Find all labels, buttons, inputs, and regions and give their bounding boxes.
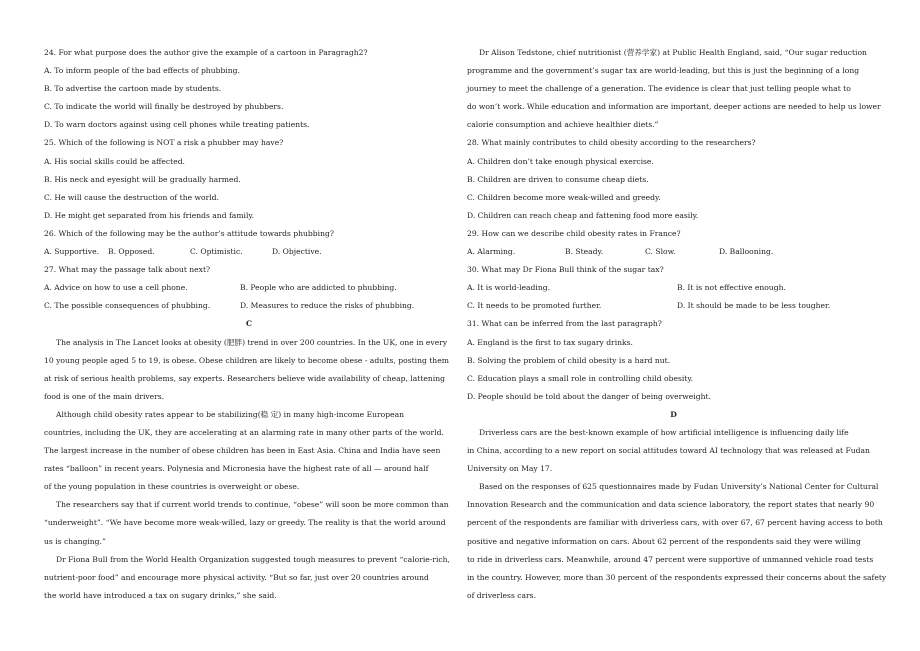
- passage-intro-line: Dr Alison Tedstone, chief nutritionist (营养学家) at Public Health England, said, “Our sugar reduction: [479, 48, 867, 57]
- passage-c-line: at risk of serious health problems, say experts. Researchers believe wide availability of cheap, lattening: [44, 373, 445, 383]
- passage-d-line: positive and negative information on cars. About 62 percent of the respondents said they were willing: [467, 536, 861, 546]
- question-26-option-d: D. Objective.: [272, 247, 322, 257]
- passage-c-line: us is changing.”: [44, 536, 106, 546]
- passage-c-line: The researchers say that if current world trends to continue, “obese” will soon be more common than: [56, 500, 449, 510]
- passage-c-line: Dr Fiona Bull from the World Health Organization suggested tough measures to prevent “calorie-rich,: [56, 554, 450, 564]
- question-28-option-b: B. Children are driven to consume cheap diets.: [467, 174, 649, 184]
- question-30-options-row-2: [467, 297, 880, 315]
- question-25-option-b: B. His neck and eyesight will be gradually harmed.: [44, 174, 241, 184]
- passage-d-line: in the country. However, more than 30 percent of the respondents expressed their concerns about the safety: [467, 572, 887, 582]
- question-31-stem: 31. What can be inferred from the last paragraph?: [467, 319, 662, 329]
- question-31-option-d: D. People should be told about the danger of being overweight.: [467, 391, 711, 401]
- passage-d-line: Based on the responses of 625 questionnaires made by Fudan University’s National Center for Cultural: [479, 482, 879, 492]
- question-31-option-a: A. England is the first to tax sugary drinks.: [467, 337, 633, 347]
- question-28-stem: 28. What mainly contributes to child obesity according to the researchers?: [467, 138, 756, 148]
- question-29-stem: 29. How can we describe child obesity rates in France?: [467, 228, 681, 238]
- question-29-option-b: B. Steady.: [565, 247, 604, 257]
- question-26-option-c: C. Optimistic.: [190, 247, 243, 257]
- passage-d-line: in China, according to a new report on social attitudes toward AI technology that was released at Fudan: [467, 446, 870, 456]
- question-29-option-a: A. Alarming.: [467, 247, 516, 257]
- section-d-heading: D: [670, 409, 677, 419]
- question-29-option-d: D. Ballooning.: [719, 247, 774, 257]
- question-25-option-c: C. He will cause the destruction of the world.: [44, 192, 219, 202]
- passage-c-line: 10 young people aged 5 to 19, is obese. Obese children are likely to become obese - adults, posting them: [44, 355, 449, 365]
- question-26-options: [44, 243, 454, 261]
- passage-c-line: The largest increase in the number of obese children has been in East Asia. China and India have seen: [44, 446, 441, 456]
- question-30-stem: 30. What may Dr Fiona Bull think of the sugar tax?: [467, 265, 664, 275]
- question-26-option-a: A. Supportive.: [44, 247, 100, 257]
- question-24-stem: 24. For what purpose does the author give the example of a cartoon in Paragragh2?: [44, 48, 368, 57]
- question-28-option-a: A. Children don’t take enough physical exercise.: [467, 156, 654, 166]
- passage-intro-line: journey to meet the challenge of a generation. The evidence is clear that just telling people what to: [467, 84, 851, 94]
- passage-c-line: nutrient-poor food” and encourage more physical activity. “But so far, just over 20 countries around: [44, 572, 429, 582]
- passage-intro-line: programme and the government’s sugar tax are world-leading, but this is just the beginning of a long: [467, 66, 860, 76]
- passage-intro-line: calorie consumption and achieve healthier diets.”: [467, 120, 659, 130]
- passage-d-line: University on May 17.: [467, 464, 553, 474]
- question-30-option-d: D. It should be made to be less tougher.: [677, 301, 831, 311]
- question-31-option-b: B. Solving the problem of child obesity is a hard nut.: [467, 355, 671, 365]
- passage-c-line: the world have introduced a tax on sugary drinks,” she said.: [44, 590, 277, 600]
- question-27-stem: 27. What may the passage talk about next?: [44, 265, 211, 275]
- question-27-options-row-2: [44, 297, 454, 315]
- question-27-options-row-1: [44, 279, 454, 297]
- question-27-option-d: D. Measures to reduce the risks of phubbing.: [240, 301, 415, 311]
- question-30-options-row-1: [467, 279, 880, 297]
- passage-d-line: to ride in driverless cars. Meanwhile, around 47 percent were supportive of unmanned vehicle road tests: [467, 554, 874, 564]
- question-24-option-b: B. To advertise the cartoon made by students.: [44, 84, 222, 94]
- passage-c-line: Although child obesity rates appear to be stabilizing(稳 定) in many high-income European: [56, 409, 404, 419]
- question-27-option-a: A. Advice on how to use a cell phone.: [44, 283, 188, 293]
- question-31-option-c: C. Education plays a small role in controlling child obesity.: [467, 373, 694, 383]
- question-30-option-b: B. It is not effective enough.: [677, 283, 786, 293]
- question-27-option-c: C. The possible consequences of phubbing.: [44, 301, 211, 311]
- passage-d-line: percent of the respondents are familiar with driverless cars, with over 67, 67 percent having access to both: [467, 518, 883, 528]
- question-28-option-c: C. Children become more weak-willed and greedy.: [467, 192, 661, 202]
- passage-c-line: “underweight”. “We have become more weak-willed, lazy or greedy. The reality is that the world around: [44, 518, 446, 528]
- question-27-option-b: B. People who are addicted to phubbing.: [240, 283, 397, 293]
- left-column: [44, 44, 454, 605]
- passage-c-line: rates “balloon” in recent years. Polynesia and Micronesia have the highest rate of all — around half: [44, 464, 429, 474]
- question-26-stem: 26. Which of the following may be the author’s attitude towards phubbing?: [44, 228, 334, 238]
- section-c-heading: C: [245, 319, 253, 329]
- right-column: [467, 44, 887, 605]
- passage-d-line: Driverless cars are the best-known example of how artificial intelligence is influencing daily life: [479, 427, 849, 437]
- passage-c-line: food is one of the main drivers.: [44, 391, 165, 401]
- passage-d-line: Innovation Research and the communication and data science laboratory, the report states that nearly 90: [467, 500, 875, 510]
- question-26-option-b: B. Opposed.: [108, 247, 155, 257]
- question-29-option-c: C. Slow.: [645, 247, 676, 257]
- question-30-option-c: C. It needs to be promoted further.: [467, 301, 602, 311]
- passage-d-line: of driverless cars.: [467, 590, 536, 600]
- question-24-option-a: A. To inform people of the bad effects of phubbing.: [44, 66, 240, 76]
- question-24-option-c: C. To indicate the world will finally be destroyed by phubbers.: [44, 102, 284, 112]
- passage-c-line: countries, including the UK, they are accelerating at an alarming rate in many other parts of the world.: [44, 427, 444, 437]
- passage-intro-line: do won’t work. While education and information are important, deeper actions are needed to help us lower: [467, 102, 881, 112]
- question-24-option-d: D. To warn doctors against using cell phones while treating patients.: [44, 120, 310, 130]
- question-29-options: [467, 243, 880, 261]
- question-30-option-a: A. It is world-leading.: [467, 283, 550, 293]
- question-25-option-a: A. His social skills could be affected.: [44, 156, 185, 166]
- passage-c-line: of the young population in these countries is overweight or obese.: [44, 482, 300, 492]
- passage-c-line: The analysis in The Lancet looks at obesity (肥胖) trend in over 200 countries. In the UK, one in every: [56, 337, 448, 347]
- question-25-option-d: D. He might get separated from his friends and family.: [44, 210, 255, 220]
- question-25-stem: 25. Which of the following is NOT a risk a phubber may have?: [44, 138, 284, 148]
- question-28-option-d: D. Children can reach cheap and fattening food more easily.: [467, 210, 699, 220]
